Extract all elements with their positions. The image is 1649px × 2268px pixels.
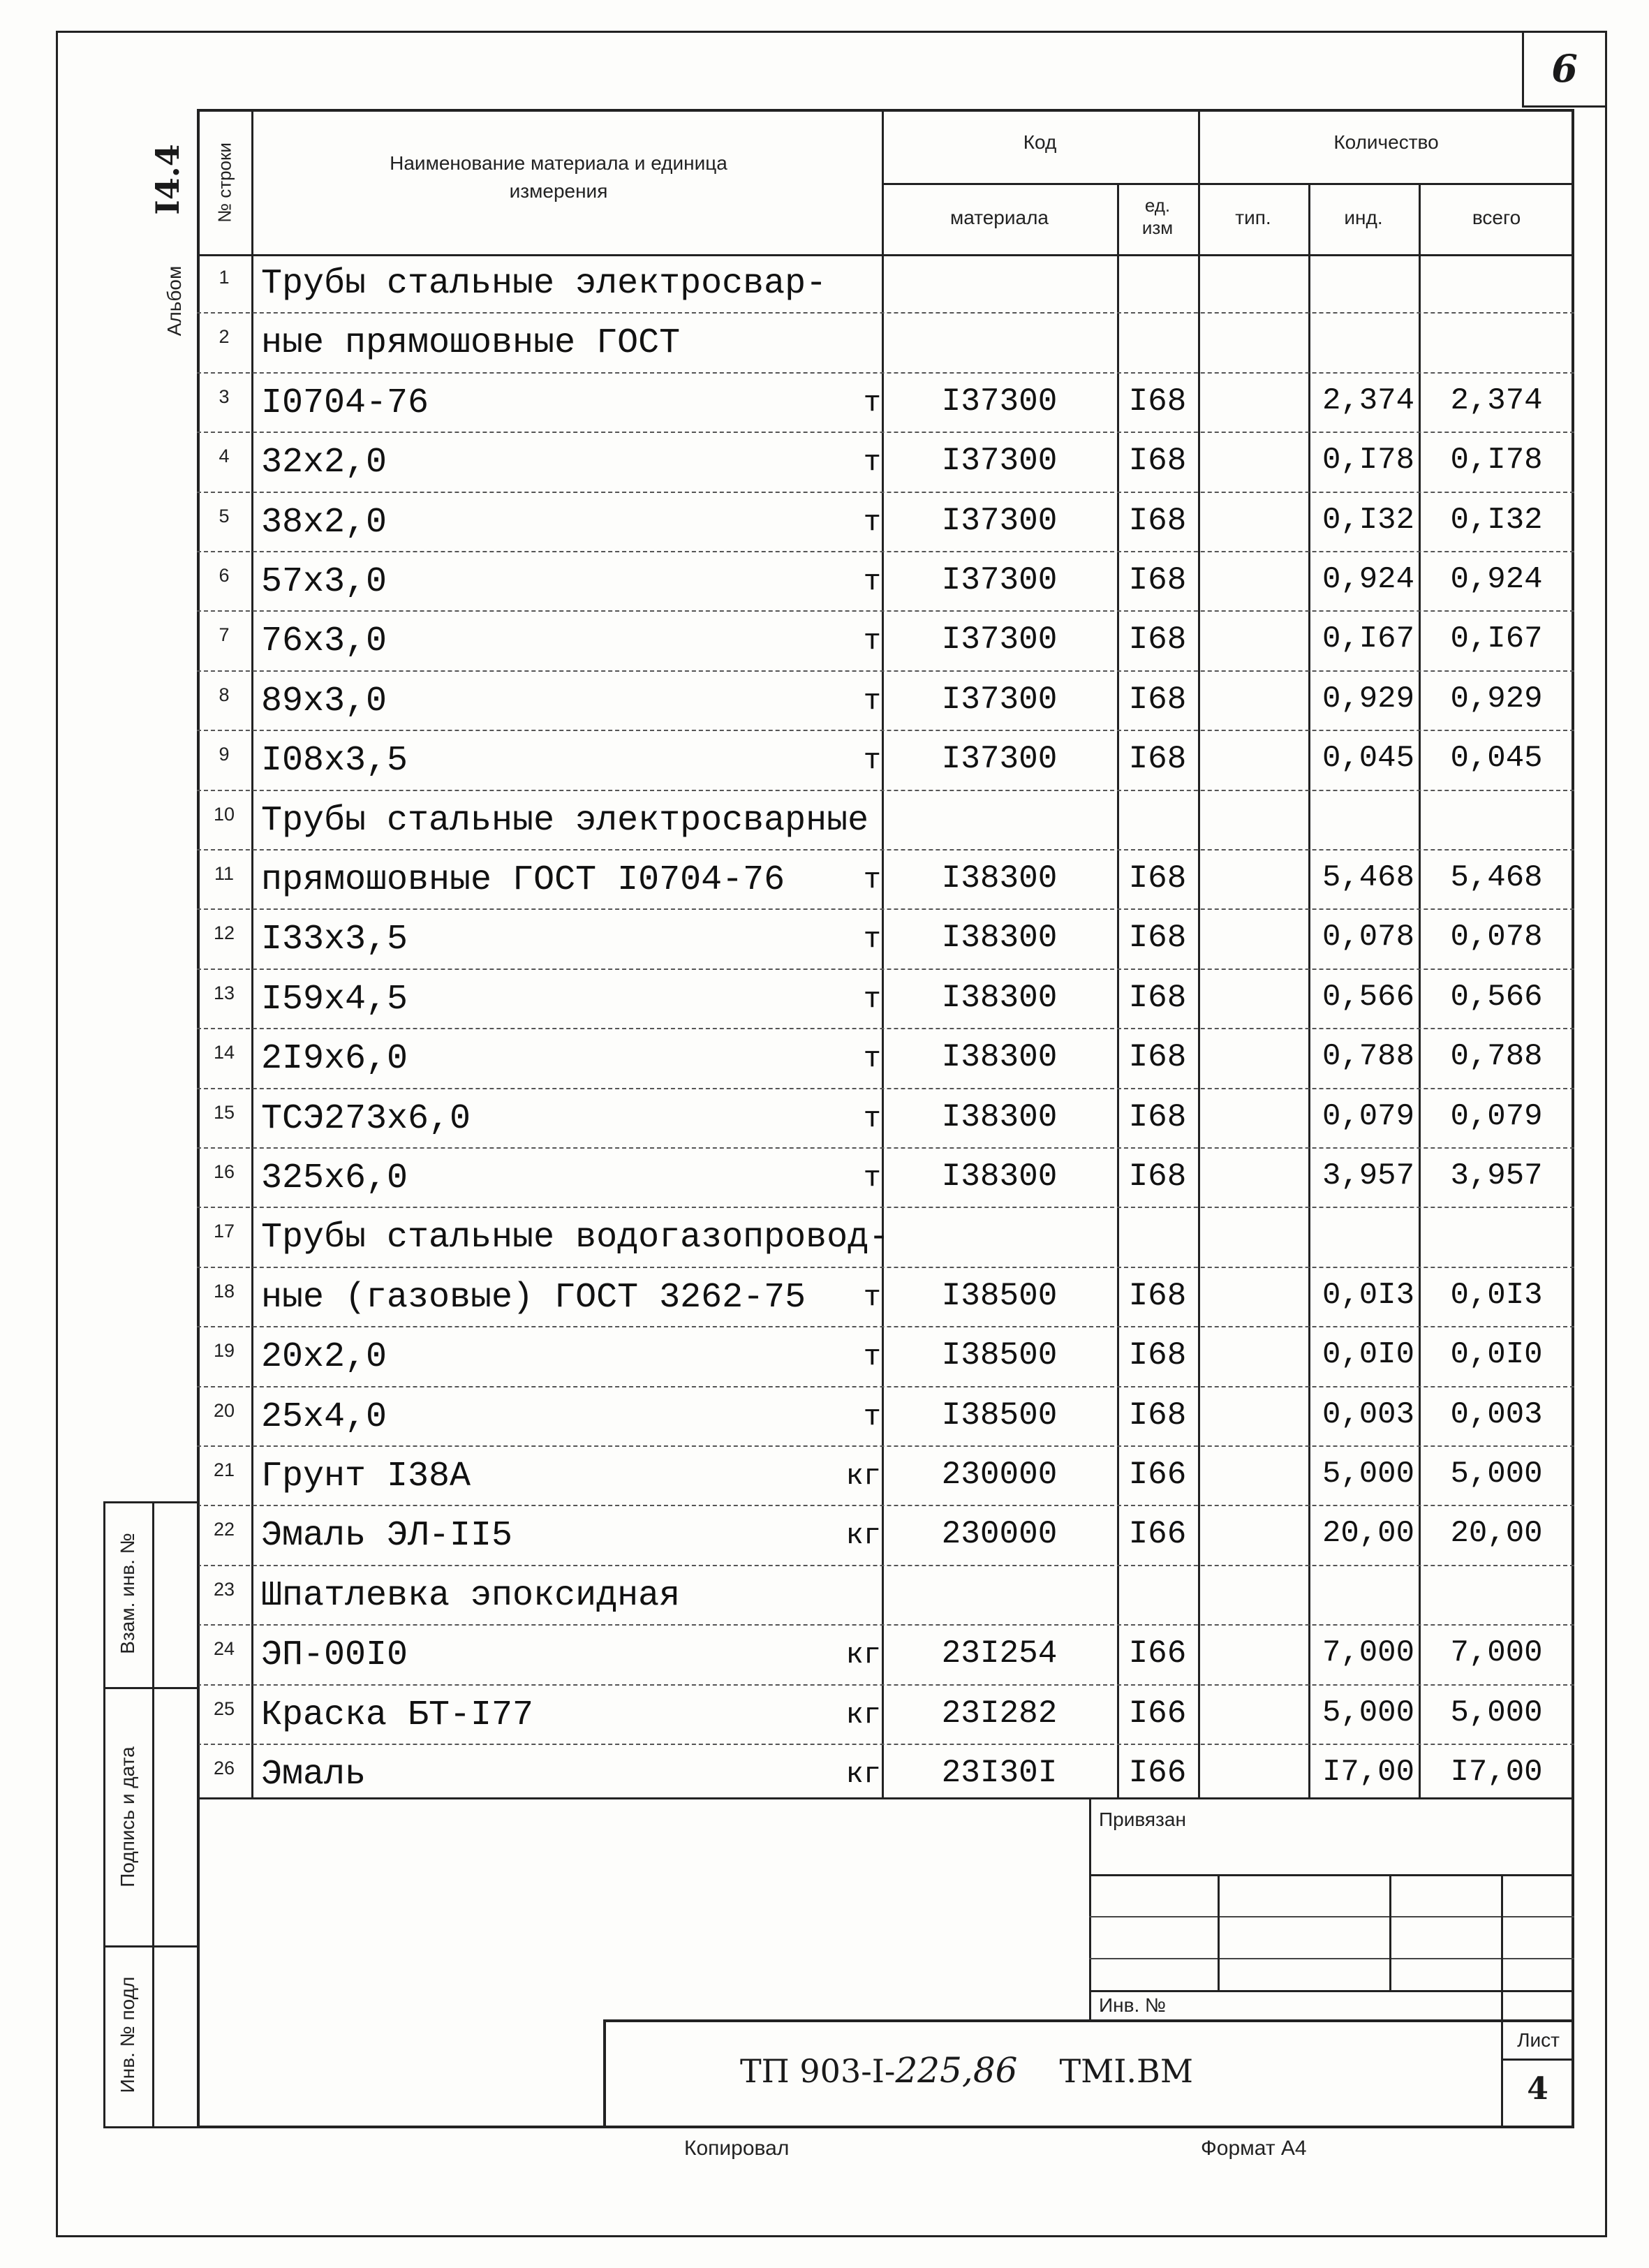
row-number: 22 (213, 1519, 235, 1540)
qty-ind: 0,0I0 (1322, 1337, 1414, 1373)
material-name: Трубы стальные электросварные (261, 800, 869, 841)
header-qty-type: тип. (1235, 207, 1271, 228)
row-number: 13 (213, 982, 235, 1003)
qty-total: 2,374 (1450, 383, 1543, 418)
material-name: ные (газовые) ГОСТ 3262-75 (261, 1277, 806, 1318)
qty-ind: 0,929 (1322, 681, 1414, 716)
table-row (197, 1327, 1574, 1387)
qty-total: 0,003 (1450, 1397, 1543, 1432)
qty-ind: 20,00 (1322, 1516, 1414, 1552)
unit-code: I68 (1128, 443, 1187, 480)
header-quantity: Количество (1333, 131, 1439, 153)
qty-total: 5,468 (1450, 860, 1543, 895)
material-name: 20x2,0 (261, 1337, 387, 1378)
row-number: 24 (213, 1638, 235, 1660)
qty-total: 5,000 (1450, 1695, 1543, 1730)
unit-code: I68 (1128, 1277, 1187, 1314)
material-code: I38300 (941, 920, 1058, 957)
row-number: 23 (213, 1578, 235, 1600)
unit: т (863, 1399, 881, 1434)
footer-format: Формат А4 (1201, 2137, 1307, 2160)
material-code: 230000 (941, 1457, 1058, 1493)
material-name: 38x2,0 (261, 502, 387, 543)
material-name: 32x2,0 (261, 443, 387, 483)
header-qty-ind: инд. (1344, 207, 1383, 228)
material-name: Грунт I38А (261, 1457, 471, 1496)
qty-total: 7,000 (1450, 1635, 1543, 1671)
unit-code: I68 (1128, 502, 1187, 539)
material-name: 2I9x6,0 (261, 1039, 408, 1080)
table-row (197, 672, 1574, 731)
unit-code: I68 (1128, 1158, 1187, 1195)
unit-code: I68 (1128, 621, 1187, 658)
qty-total: 3,957 (1450, 1158, 1543, 1193)
unit-code: I68 (1128, 979, 1187, 1016)
row-number: 16 (213, 1161, 235, 1182)
row-number: 19 (213, 1340, 235, 1362)
material-name: 25x4,0 (261, 1397, 387, 1437)
unit: т (863, 565, 881, 598)
material-code: I37300 (941, 621, 1058, 658)
qty-ind: 5,000 (1322, 1695, 1414, 1730)
unit-code: I68 (1128, 681, 1187, 718)
unit: т (863, 1340, 881, 1374)
qty-total: 0,078 (1450, 920, 1543, 955)
table-row (197, 1089, 1574, 1149)
row-number: 9 (219, 744, 230, 765)
qty-ind: 3,957 (1322, 1158, 1414, 1193)
material-code: I37300 (941, 562, 1058, 598)
qty-total: 0,924 (1450, 562, 1543, 597)
row-number: 25 (213, 1698, 235, 1719)
row-number: 3 (219, 385, 230, 407)
row-number: 26 (213, 1758, 235, 1779)
stamp-sheet-label: Лист (1517, 2029, 1560, 2051)
qty-total: 0,566 (1450, 979, 1543, 1015)
unit-code: I68 (1128, 1039, 1187, 1076)
table-row (197, 254, 1574, 314)
material-code: I37300 (941, 741, 1058, 778)
unit-code: I68 (1128, 562, 1187, 598)
material-code: I37300 (941, 681, 1058, 718)
qty-ind: 0,I32 (1322, 502, 1414, 538)
qty-ind: 0,079 (1322, 1098, 1414, 1134)
material-name: ЭП-00I0 (261, 1635, 408, 1676)
qty-ind: 0,I78 (1322, 443, 1414, 478)
qty-total: I7,00 (1450, 1755, 1543, 1790)
header-qty-total: всего (1472, 207, 1521, 228)
unit: кг (845, 1459, 881, 1493)
qty-ind: 0,924 (1322, 562, 1414, 597)
material-code: I38300 (941, 860, 1058, 897)
table-row (197, 1029, 1574, 1089)
header-code-unit: ед. изм (1141, 195, 1174, 238)
table-row (197, 1626, 1574, 1685)
material-code: I38300 (941, 1098, 1058, 1135)
table-row (197, 791, 1574, 850)
unit: кг (845, 1638, 881, 1672)
unit: т (863, 982, 881, 1016)
row-number: 15 (213, 1101, 235, 1123)
stamp-privyazan: Привязан (1099, 1809, 1186, 1830)
table-row (197, 1686, 1574, 1745)
material-code: I38500 (941, 1397, 1058, 1434)
material-name: ные прямошовные ГОСТ (261, 323, 681, 364)
unit-code: I66 (1128, 1695, 1187, 1732)
unit: т (863, 863, 881, 897)
material-name: Трубы стальные электросвар- (261, 264, 827, 304)
material-name: Эмаль (261, 1755, 367, 1795)
table-row (197, 1208, 1574, 1267)
row-number: 5 (219, 505, 230, 526)
qty-ind: 2,374 (1322, 383, 1414, 418)
table-row (197, 731, 1574, 790)
side-inv-podl: Инв. № подл (117, 1976, 138, 2093)
qty-ind: 0,788 (1322, 1039, 1414, 1075)
table-row (197, 910, 1574, 969)
table-row (197, 1506, 1574, 1566)
unit: т (863, 505, 881, 539)
unit: кг (845, 1758, 881, 1791)
row-number: 11 (214, 863, 235, 884)
material-code: I38500 (941, 1277, 1058, 1314)
qty-ind: I7,00 (1322, 1755, 1414, 1790)
qty-ind: 0,045 (1322, 741, 1414, 776)
qty-ind: 0,078 (1322, 920, 1414, 955)
table-row (197, 433, 1574, 492)
material-code: I37300 (941, 502, 1058, 539)
qty-ind: 0,I67 (1322, 621, 1414, 657)
qty-total: 0,929 (1450, 681, 1543, 716)
unit: кг (845, 1698, 881, 1732)
unit: т (863, 922, 881, 957)
material-name: прямошовные ГОСТ I0704-76 (261, 860, 785, 900)
row-number: 2 (219, 326, 230, 348)
unit: т (863, 684, 881, 718)
table-row (197, 1745, 1574, 1804)
table-row (197, 493, 1574, 552)
corner-number: 6 (1551, 46, 1578, 91)
table-row (197, 850, 1574, 910)
table-row (197, 612, 1574, 671)
material-code: I38500 (941, 1337, 1058, 1374)
table-row (197, 1447, 1574, 1506)
row-number: 20 (213, 1399, 235, 1421)
material-name: I0704-76 (261, 383, 429, 423)
unit-code: I66 (1128, 1516, 1187, 1553)
material-name: 76x3,0 (261, 621, 387, 662)
unit: т (863, 385, 881, 420)
unit: т (863, 1161, 881, 1195)
material-code: 23I282 (941, 1695, 1058, 1732)
row-number: 18 (213, 1280, 235, 1302)
material-name: Краска БТ-I77 (261, 1695, 534, 1735)
qty-total: 0,0I0 (1450, 1337, 1543, 1373)
material-name: 89x3,0 (261, 681, 387, 721)
qty-total: 20,00 (1450, 1516, 1543, 1552)
unit: кг (845, 1519, 881, 1553)
qty-total: 0,788 (1450, 1039, 1543, 1075)
material-name: I08x3,5 (261, 741, 408, 781)
unit: т (863, 446, 881, 480)
qty-total: 0,079 (1450, 1098, 1543, 1134)
row-number: 17 (213, 1221, 235, 1242)
side-vzam: Взам. инв. № (117, 1533, 138, 1654)
album-number: I4.4 (149, 144, 186, 215)
material-code: I38300 (941, 1158, 1058, 1195)
table-row (197, 1268, 1574, 1327)
side-podpis: Подпись и дата (117, 1746, 138, 1887)
qty-total: 0,0I3 (1450, 1277, 1543, 1313)
unit-code: I68 (1128, 1337, 1187, 1374)
material-name: I33x3,5 (261, 920, 408, 960)
unit-code: I68 (1128, 383, 1187, 420)
qty-total: 0,045 (1450, 741, 1543, 776)
header-name: Наименование материала и единица измерения (390, 152, 727, 202)
row-number: 1 (219, 267, 230, 288)
document-code (740, 2050, 1193, 2091)
material-code: 23I254 (941, 1635, 1058, 1672)
table-row (197, 1566, 1574, 1626)
qty-ind: 7,000 (1322, 1635, 1414, 1671)
unit: т (863, 1101, 881, 1135)
row-number: 10 (213, 803, 235, 825)
unit-code: I68 (1128, 1397, 1187, 1434)
unit-code: I68 (1128, 920, 1187, 957)
table-row (197, 1149, 1574, 1208)
material-name: 325x6,0 (261, 1158, 408, 1198)
table-row (197, 970, 1574, 1029)
unit-code: I66 (1128, 1635, 1187, 1672)
unit: т (863, 744, 881, 778)
table-row (197, 314, 1574, 373)
stamp-sheet-number: 4 (1527, 2071, 1548, 2107)
album-label: Альбом (163, 265, 185, 337)
doc-code-suffix: ТМI.ВМ (1059, 2052, 1193, 2090)
row-number: 14 (213, 1042, 235, 1063)
row-number: 4 (219, 446, 230, 467)
unit-code: I66 (1128, 1457, 1187, 1493)
qty-total: 0,I67 (1450, 621, 1543, 657)
material-code: I37300 (941, 443, 1058, 480)
doc-code-prefix: ТП 903-I- (740, 2052, 896, 2090)
material-code: I37300 (941, 383, 1058, 420)
material-name: Эмаль ЭЛ-II5 (261, 1516, 513, 1556)
material-name: ТСЭ273x6,0 (261, 1098, 471, 1139)
header-code-material: материала (950, 207, 1049, 228)
material-code: 230000 (941, 1516, 1058, 1553)
material-name: I59x4,5 (261, 979, 408, 1019)
header-row-no: № строки (214, 142, 235, 223)
unit: т (863, 1042, 881, 1076)
table-row (197, 374, 1574, 433)
table-row (197, 1387, 1574, 1447)
qty-total: 0,I78 (1450, 443, 1543, 478)
unit-code: I68 (1128, 741, 1187, 778)
unit: т (863, 1280, 881, 1314)
unit-code: I68 (1128, 1098, 1187, 1135)
material-name: Шпатлевка эпоксидная (261, 1575, 681, 1616)
row-number: 12 (213, 922, 235, 944)
header-code: Код (1023, 131, 1057, 153)
material-name: 57x3,0 (261, 562, 387, 602)
material-code: 23I30I (941, 1755, 1058, 1791)
unit-code: I68 (1128, 860, 1187, 897)
footer-copied: Копировал (684, 2137, 790, 2160)
row-number: 6 (219, 565, 230, 586)
material-code: I38300 (941, 979, 1058, 1016)
unit: т (863, 624, 881, 658)
stamp-inv-no: Инв. № (1099, 1994, 1167, 2016)
qty-ind: 5,000 (1322, 1457, 1414, 1492)
material-code: I38300 (941, 1039, 1058, 1076)
row-number: 7 (219, 624, 230, 646)
qty-total: 5,000 (1450, 1457, 1543, 1492)
table-row (197, 552, 1574, 612)
row-number: 8 (219, 684, 230, 705)
doc-code-hand: 225,86 (895, 2050, 1018, 2091)
qty-ind: 0,566 (1322, 979, 1414, 1015)
qty-ind: 0,003 (1322, 1397, 1414, 1432)
qty-ind: 0,0I3 (1322, 1277, 1414, 1313)
qty-total: 0,I32 (1450, 502, 1543, 538)
unit-code: I66 (1128, 1755, 1187, 1791)
qty-ind: 5,468 (1322, 860, 1414, 895)
material-name: Трубы стальные водогазопровод- (261, 1218, 890, 1258)
row-number: 21 (213, 1459, 235, 1480)
